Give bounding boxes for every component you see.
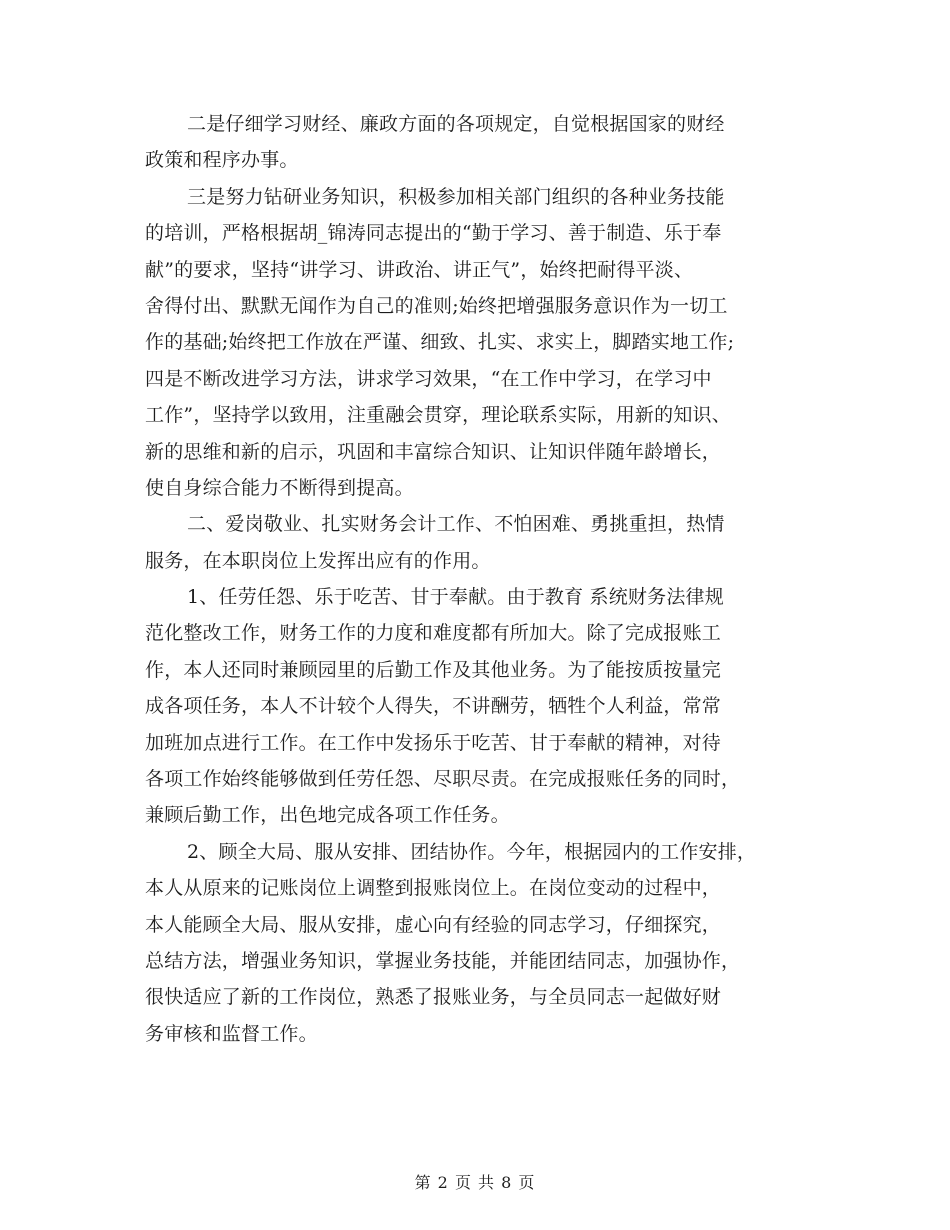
text-line: 二是仔细学习财经、廉政方面的各项规定，自觉根据国家的财经	[187, 113, 725, 135]
text-line: 本人从原来的记账岗位上调整到报账岗位上。在岗位变动的过程中，	[145, 877, 722, 900]
text-line: 加班加点进行工作。在工作中发扬乐于吃苦、甘于奉献的精神，对待	[145, 731, 722, 754]
text-line: 2、顾全大局、服从安排、团结协作。今年，根据园内的工作安排，	[187, 840, 757, 863]
text-line: 兼顾后勤工作，出色地完成各项工作任务。	[145, 804, 510, 827]
text-line: 作，本人还同时兼顾园里的后勤工作及其他业务。为了能按质按量完	[145, 658, 722, 681]
text-line: 献”的要求，坚持“讲学习、讲政治、讲正气”，始终把耐得平淡、	[145, 258, 694, 281]
text-line: 工作”，坚持学以致用，注重融会贯穿，理论联系实际，用新的知识、	[145, 404, 731, 427]
text-line: 三是努力钻研业务知识，积极参加相关部门组织的各种业务技能	[187, 185, 725, 208]
text-line: 各项工作始终能够做到任劳任怨、尽职尽责。在完成报账任务的同时，	[145, 768, 741, 791]
text-line: 服务，在本职岗位上发挥出应有的作用。	[145, 549, 491, 572]
text-line: 舍得付出、默默无闻作为自己的准则;始终把增强服务意识作为一切工	[145, 294, 728, 317]
text-line: 很快适应了新的工作岗位，熟悉了报账业务，与全员同志一起做好财	[145, 986, 722, 1009]
text-line: 1、任劳任怨、乐于吃苦、甘于奉献。由于教育 系统财务法律规	[187, 586, 724, 609]
text-line: 成各项任务，本人不计较个人得失，不讲酬劳，牺牲个人利益，常常	[145, 695, 722, 718]
text-line: 政策和程序办事。	[145, 149, 299, 172]
text-line: 使自身综合能力不断得到提高。	[145, 476, 414, 499]
text-line: 作的基础;始终把工作放在严谨、细致、扎实、求实上，脚踏实地工作;	[145, 331, 735, 354]
text-line: 务审核和监督工作。	[145, 1022, 318, 1045]
text-line: 范化整改工作，财务工作的力度和难度都有所加大。除了完成报账工	[145, 622, 722, 645]
text-line: 新的思维和新的启示，巩固和丰富综合知识、让知识伴随年龄增长，	[145, 440, 722, 463]
text-line: 四是不断改进学习方法，讲求学习效果，“在工作中学习，在学习中	[145, 367, 712, 390]
document-body	[145, 106, 835, 1052]
text-line: 的培训，严格根据胡_锦涛同志提出的“勤于学习、善于制造、乐于奉	[145, 222, 722, 245]
text-line: 二、爱岗敬业、扎实财务会计工作、不怕困难、勇挑重担，热情	[187, 513, 725, 536]
text-line: 本人能顾全大局、服从安排，虚心向有经验的同志学习，仔细探究，	[145, 913, 722, 936]
text-line: 总结方法，增强业务知识，掌握业务技能，并能团结同志，加强协作，	[145, 949, 741, 972]
page-number: 第 2 页 共 8 页	[414, 1173, 536, 1192]
